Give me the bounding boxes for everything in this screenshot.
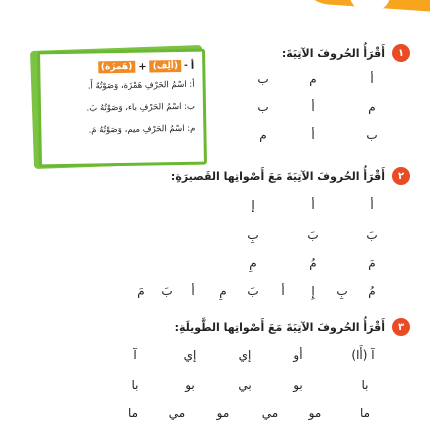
- card-title-plus: +: [138, 61, 147, 73]
- s2-cell: أ: [191, 284, 195, 298]
- s1-cell: أ: [311, 100, 315, 114]
- section-1-number: ١: [392, 44, 410, 62]
- s1-cell: أ: [311, 128, 315, 142]
- s3-cell: أو: [293, 348, 303, 362]
- card-line-baa: ب: اسْمُ الحَرْفِ باء، وَصَوْتُهُ بَ.: [86, 101, 196, 114]
- s1-cell: م: [368, 100, 376, 114]
- s3-cell: ما: [127, 406, 139, 420]
- s3-cell: با: [361, 378, 369, 392]
- card-line-hamza: أ: اسْمُ الحَرْفِ هَمْزَة، وَصَوْتُهُ أَ.: [87, 79, 195, 92]
- s3-cell: إي: [183, 348, 197, 362]
- section-2-number: ٢: [392, 167, 410, 185]
- s2-cell: مُ: [368, 284, 376, 298]
- s3-cell: آ (أَا): [351, 348, 375, 362]
- s3-cell: با: [131, 378, 139, 392]
- s3-cell: بو: [185, 378, 195, 392]
- s2-cell: بَ: [247, 284, 259, 298]
- info-card-title: أ - (أَلِف) + (هَمزَة): [98, 60, 195, 74]
- s1-cell: ب: [257, 100, 269, 114]
- s2-cell: إ: [251, 198, 255, 212]
- card-line-meem: م: اسْمُ الحَرْفِ ميم، وَصَوْتُهُ مَ.: [88, 123, 196, 136]
- s2-cell: مَ: [137, 284, 145, 298]
- s1-cell: ب: [257, 72, 269, 86]
- s2-cell: أ: [370, 198, 374, 212]
- s1-cell: م: [309, 72, 317, 86]
- s2-cell: مِ: [249, 256, 257, 270]
- s3-cell: بو: [293, 378, 303, 392]
- s2-cell: بِ: [336, 284, 348, 298]
- tag-hamza: (هَمزَة): [98, 61, 136, 74]
- section-1-title: أَقْرَأُ الحُروفَ الآتِيَةَ:: [281, 47, 385, 60]
- section-2-title: أَقْرَأُ الحُروفَ الآتِيَةَ مَعَ أَصْواتِها القَصيرَةِ:: [170, 170, 385, 183]
- s2-cell: إِ: [311, 284, 315, 298]
- s2-cell: بَ: [307, 228, 319, 242]
- s3-cell: إي: [238, 348, 252, 362]
- s3-cell: مي: [168, 406, 186, 420]
- s1-cell: م: [259, 128, 267, 142]
- s3-cell: بي: [238, 378, 252, 392]
- s2-cell: أ: [311, 198, 315, 212]
- s2-cell: بَ: [366, 228, 378, 242]
- s2-cell: مِ: [219, 284, 227, 298]
- s2-cell: بَ: [161, 284, 173, 298]
- s2-cell: بِ: [247, 228, 259, 242]
- top-badge-decoration: [350, 0, 390, 12]
- card-title-prefix: أ: [190, 60, 195, 72]
- s3-cell: مو: [308, 406, 322, 420]
- s1-cell: أ: [370, 72, 374, 86]
- info-card: [37, 49, 207, 168]
- tag-alef: (أَلِف): [150, 60, 182, 73]
- s3-cell: مو: [216, 406, 230, 420]
- s2-cell: مُ: [309, 256, 317, 270]
- section-3-number: ٣: [392, 318, 410, 336]
- s1-cell: ب: [366, 128, 378, 142]
- s3-cell: آ: [133, 348, 137, 362]
- s3-cell: مي: [261, 406, 279, 420]
- s3-cell: ما: [359, 406, 371, 420]
- s2-cell: أ: [281, 284, 285, 298]
- s2-cell: مَ: [368, 256, 376, 270]
- section-3-title: أَقْرَأُ الحُروفَ الآتِيَةَ مَعَ أَصْواتِها الطَّويلَةِ:: [174, 321, 385, 334]
